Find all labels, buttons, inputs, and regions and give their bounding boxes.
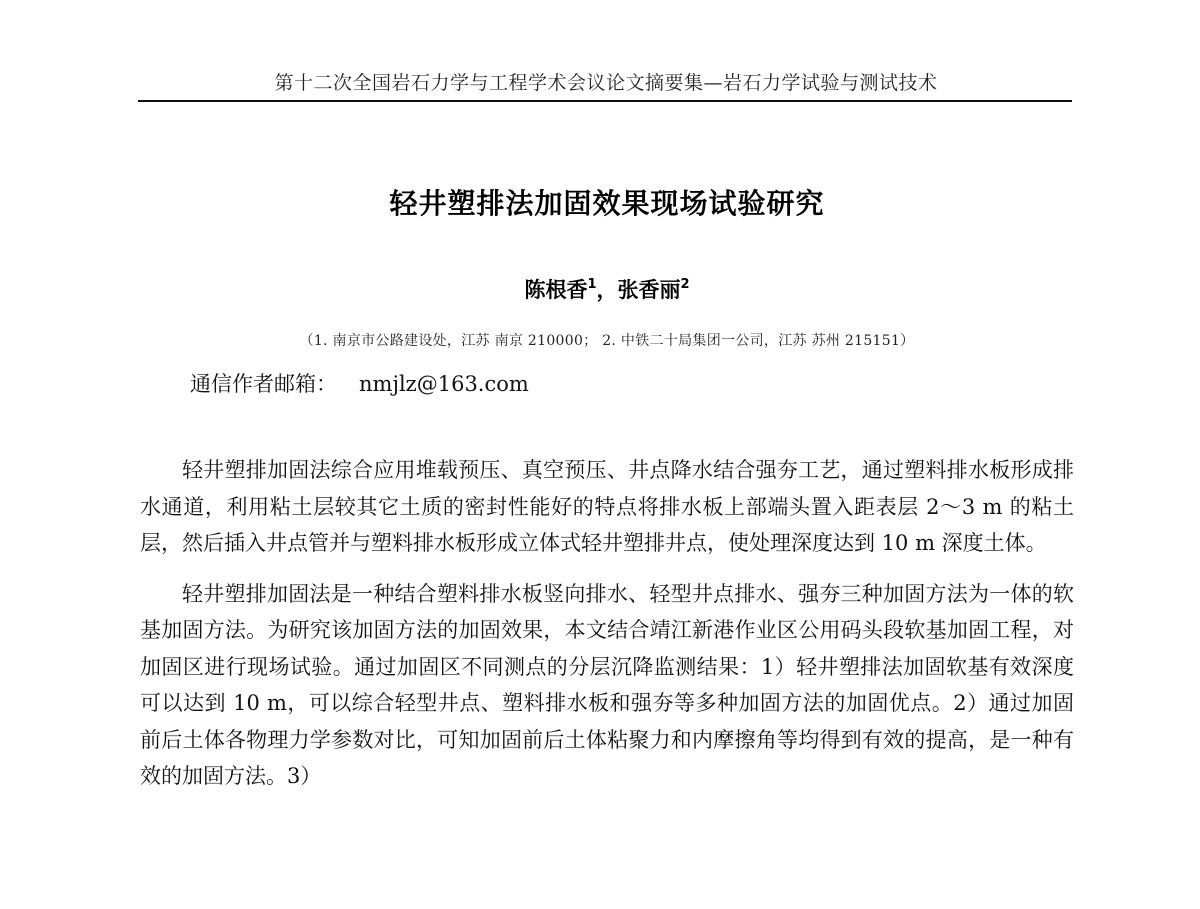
affiliations: （1. 南京市公路建设处，江苏 南京 210000； 2. 中铁二十局集团一公司，江苏 苏州 215151） bbox=[299, 333, 915, 349]
abstract-paragraph: 轻井塑排加固法综合应用堆载预压、真空预压、井点降水结合强夯工艺，通过塑料排水板形成排水通道，利用粘土层较其它土质的密封性能好的特点将排水板上部端头置入距表层 2～3 m 的粘土层，然后插入井点管并与塑料排水板形成立体式轻井塑排井点，使处理深度达到 10 m 深度土体。 bbox=[140, 458, 1074, 555]
paper-title: 轻井塑排法加固效果现场试验研究 bbox=[389, 187, 825, 220]
author-name: 陈根香 bbox=[524, 278, 588, 302]
author-separator: ， bbox=[596, 278, 618, 302]
email-label: 通信作者邮箱： bbox=[190, 372, 337, 396]
abstract-paragraph: 轻井塑排加固法是一种结合塑料排水板竖向排水、轻型井点排水、强夯三种加固方法为一体的软基加固方法。为研究该加固方法的加固效果，本文结合靖江新港作业区公用码头段软基加固工程，对加固区进行现场试验。通过加固区不同测点的分层沉降监测结果：1）轻井塑排法加固软基有效深度可以达到 10 m，可以综合轻型井点、塑料排水板和强夯等多种加固方法的加固优点。2）通过加固前后土体各物理力学参数对比，可知加固前后土体粘聚力和内摩擦角等均得到有效的提高，是一种有效的加固方法。3） bbox=[140, 581, 1074, 788]
author-affil-mark: 2 bbox=[680, 277, 690, 292]
author-name: 张香丽 bbox=[617, 278, 681, 302]
header-rule bbox=[138, 100, 1072, 102]
running-header: 第十二次全国岩石力学与工程学术会议论文摘要集—岩石力学试验与测试技术 bbox=[274, 72, 938, 94]
abstract-body bbox=[140, 452, 1074, 809]
author-line bbox=[140, 274, 1074, 304]
email-address[interactable]: nmjlz@163.com bbox=[359, 372, 529, 396]
corresponding-email bbox=[190, 368, 529, 398]
author-affil-mark: 1 bbox=[587, 277, 597, 292]
